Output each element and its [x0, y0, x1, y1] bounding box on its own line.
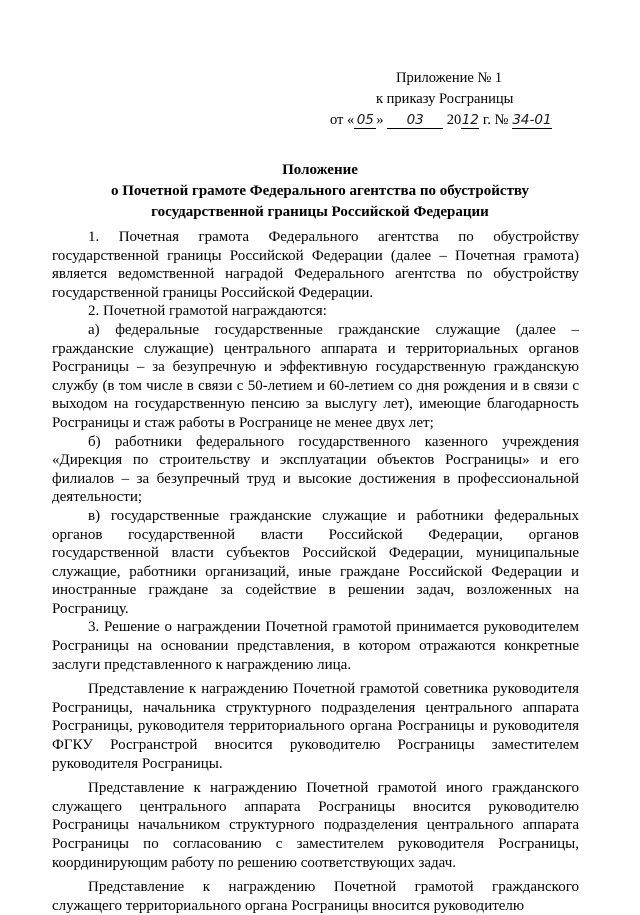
paragraph-2b: б) работники федерального государственного казенного учреждения «Дирекция по строительству и эксплуатации объектов Росграницы» и его филиалов – за безупречный труд и высокие достижения в профессиональной деятельности;	[52, 433, 579, 506]
title-heading: Положение	[282, 162, 358, 178]
year-unit: г. №	[482, 112, 509, 128]
title-subject-line-2: государственной границы Российской Федерации	[151, 204, 489, 220]
handwritten-day: 05	[354, 113, 376, 129]
year-prefix: 20	[446, 112, 462, 128]
document-title	[60, 160, 580, 223]
handwritten-order-number: 34-01	[512, 112, 552, 128]
handwritten-year: 12	[461, 112, 479, 128]
appendix-order-ref: к приказу Росграницы	[376, 91, 514, 107]
appendix-header	[330, 68, 590, 131]
appendix-number: Приложение № 1	[396, 70, 503, 86]
paragraph-1: 1. Почетная грамота Федерального агентства по обустройству государственной границы Российской Федерации (далее – Почетная грамота) является ведомственной наградой Федерального агентства по обустройству государственной границы Российской Федерации.	[52, 229, 579, 301]
handwritten-month: 03	[387, 113, 443, 129]
paragraph-submission-advisor: Представление к награждению Почетной грамотой советника руководителя Росграницы, начальника структурного подразделения центрального аппарата Росграницы, руководителя территориального органа Росграницы и руководителя ФГКУ Росгранстрой вносится руководителю Росграницы заместителем руководителя Росграницы.	[52, 681, 579, 772]
paragraph-submission-territorial: Представление к награждению Почетной грамотой гражданского служащего территориального органа Росграницы вносится руководителю	[52, 879, 579, 914]
paragraph-2c: в) государственные гражданские служащие и работники федеральных органов государственной власти Российской Федерации, органов государственной власти субъектов Российской Федерации, муниципальные служащие, работники организаций, иные граждане Российской Федерации и иностранные граждане за содействие в решении задач, возложенных на Росграницу.	[52, 507, 579, 617]
paragraph-3: 3. Решение о награждении Почетной грамотой принимается руководителем Росграницы на основании представления, в котором отражаются конкретные заслуги представленного к награждению лица.	[52, 619, 579, 673]
paragraph-submission-central: Представление к награждению Почетной грамотой иного гражданского служащего центрального аппарата Росграницы вносится руководителю Росграницы начальником структурного подразделения центрального аппарата Росграницы по согласованию с заместителем руководителя Росграницы, координирующим работу по решению соответствующих задач.	[52, 780, 579, 871]
document-body	[52, 228, 579, 915]
paragraph-2: 2. Почетной грамотой награждаются:	[88, 303, 327, 320]
date-prefix: от «	[330, 112, 355, 128]
appendix-date-line	[330, 110, 590, 131]
title-subject-line-1: о Почетной грамоте Федерального агентства по обустройству	[110, 183, 530, 199]
paragraph-2a: а) федеральные государственные гражданские служащие (далее – гражданские служащие) центрального аппарата и территориальных органов Росграницы – за безупречную и эффективную государственную гражданскую службу (в том числе в связи с 50-летием и 60-летием со дня рождения и в связи с выходом на государственную пенсию за выслугу лет), имеющие благодарность Росграницы и стаж работы в Росгранице не менее двух лет;	[52, 321, 579, 431]
date-close-quote: »	[376, 112, 384, 128]
